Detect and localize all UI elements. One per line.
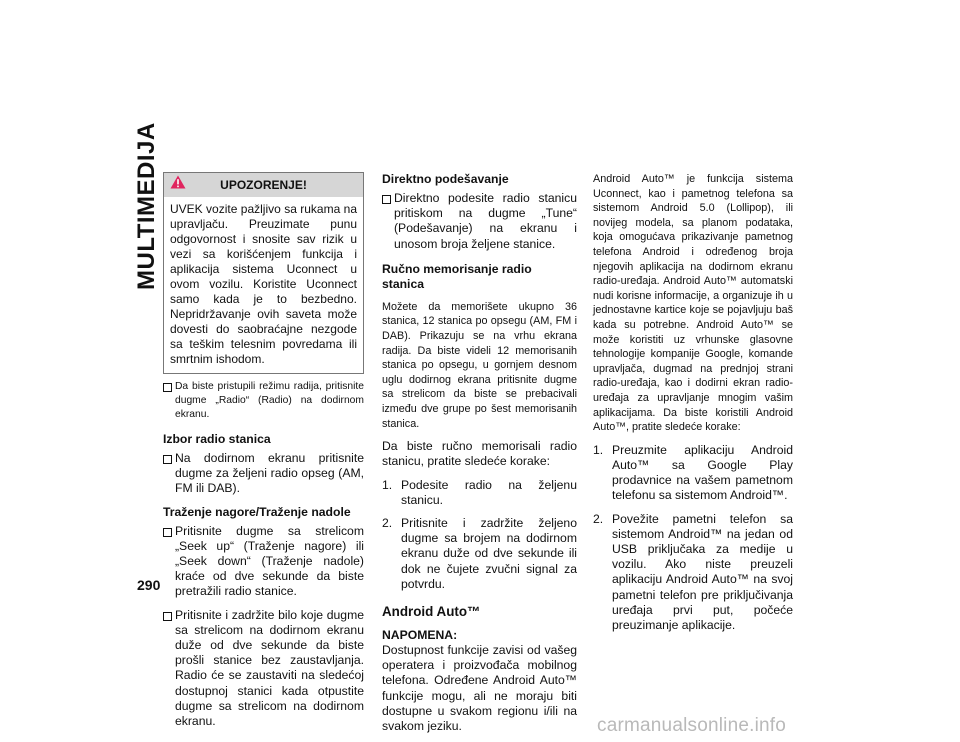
bullet-station-select: Na dodirnom ekranu pritisnite dugme za željeni radio opseg (AM, FM ili DAB).: [163, 451, 364, 497]
column-1: [163, 172, 364, 729]
warning-box: [163, 172, 364, 374]
section-side-title: [132, 122, 162, 290]
list-item: [593, 443, 793, 504]
step-text: Preuzmite aplikaciju Android Auto™ sa Google Play prodavnice na vašem pametnom telefonu sa sistemom Android™.: [612, 442, 793, 503]
step-number: 2.: [382, 515, 393, 530]
bullet-seek-short: Pritisnite dugme sa strelicom „Seek up“ (Traženje nagore) ili „Seek down“ (Traženje nadole) kraće od dve sekunde da biste pretražili radio stanice.: [163, 524, 364, 600]
step-text: Povežite pametni telefon sa sistemom Android™ na jedan od USB priključaka za medije u vozilu. Ako niste preuzeli aplikaciju Android Auto™ na svoj pametni telefon pre priključivanja uređaja prvi put, počeće preuzimanje aplikacije.: [612, 511, 793, 632]
column-2: [382, 172, 577, 734]
bullet-direct-tune: Direktno podesite radio stanicu pritiskom na dugme „Tune“ (Podešavanje) na ekranu i unosom broja željene stanice.: [382, 191, 577, 252]
list-item: [593, 512, 793, 634]
watermark-text: carmanualsonline.info: [597, 715, 787, 736]
bullet-seek-long: Pritisnite i zadržite bilo koje dugme sa strelicom na dodirnom ekranu duže od dve sekunde da biste prošli stanice bez zaustavljanja. Radio će se zaustaviti na sledećoj dostupnoj stanici kada otpustite dugme sa strelicom na dodirnom ekranu.: [163, 608, 364, 730]
heading-manual-presets: Ručno memorisanje radio stanica: [382, 261, 532, 291]
warning-triangle-icon: [170, 175, 186, 189]
step-text: Podesite radio na željenu stanicu.: [401, 477, 577, 507]
section-title-text: MULTIMEDIJA: [133, 122, 160, 290]
heading-seek: Traženje nagore/Traženje nadole: [163, 504, 351, 519]
step-number: 2.: [593, 511, 604, 526]
page-number: 290: [137, 577, 161, 593]
column-3: [593, 172, 793, 633]
list-item: [382, 478, 577, 508]
step-text: Pritisnite i zadržite željeno dugme sa brojem na dodirnom ekranu duže od dve sekunde ili dok ne čujete zvučni signal za potvrdu.: [401, 515, 577, 591]
step-number: 1.: [593, 442, 604, 457]
paragraph-android-auto-intro: Android Auto™ je funkcija sistema Uconnect, kao i pametnog telefona sa sistemom Android 5.0 (Lollipop), ili novijeg modela, sa planom podataka, koja omogućava prikazivanje pametnog telefona Android i određenog broja njegovih aplikacija na dodirnom ekranu radio-uređaja. Android Auto™ automatski nudi korisne informacije, a organizuje ih u jednostavne kartice koje se pojavljuju baš kada su potrebne. Android Auto™ se može koristiti uz vrhunske glasovne tehnologije kompanije Google, komande upravljača, dugmad na prednjoj strani radio-uređaja, kao i dodirni ekran radio-uređaja za upravljanje mnogim vašim aplikacijama. Da biste koristili Android Auto™, pratite sledeće korake:: [593, 173, 793, 434]
heading-direct-tune: Direktno podešavanje: [382, 172, 509, 186]
note-label: NAPOMENA:: [382, 627, 458, 642]
paragraph-steps-intro: Da biste ručno memorisali radio stanicu, pratite sledeće korake:: [382, 439, 577, 469]
heading-station-select: Izbor radio stanica: [163, 432, 271, 446]
warning-title: UPOZORENJE!: [220, 178, 307, 192]
step-number: 1.: [382, 477, 393, 492]
radio-mode-note: Da biste pristupili režimu radija, pritisnite dugme „Radio“ (Radio) na dodirnom ekranu.: [163, 380, 364, 422]
heading-android-auto: Android Auto™: [382, 603, 481, 619]
warning-body: UVEK vozite pažljivo sa rukama na upravljaču. Preuzimate punu odgovornost i snosite sav rizik u vezi sa korišćenjem funkcija i aplikacija sistema Uconnect u ovom vozilu. Koristite Uconnect samo kada je to bezbedno. Nepridržavanje ovih saveta može dovesti do saobraćajne nezgode sa teškim telesnim povredama ili smrtnim ishodom.: [170, 202, 357, 366]
paragraph-manual-presets: Možete da memorišete ukupno 36 stanica, 12 stanica po opsegu (AM, FM i DAB). Prikazuju se na vrhu ekrana radija. Da biste videli 12 memorisanih stanica po opsegu, u gornjem desnom uglu dodirnog ekrana pritisnite dugme sa strelicom da biste se prebacivali između dve grupe po šest memorisanih stanica.: [382, 300, 577, 430]
note-text: Dostupnost funkcije zavisi od vašeg operatera i proizvođača mobilnog telefona. Određene Android Auto™ funkcije mogu, ali ne moraju biti dostupne u svakom regionu i/ili na svakom jeziku.: [382, 642, 577, 733]
warning-header: [164, 173, 363, 197]
list-item: [382, 516, 577, 592]
